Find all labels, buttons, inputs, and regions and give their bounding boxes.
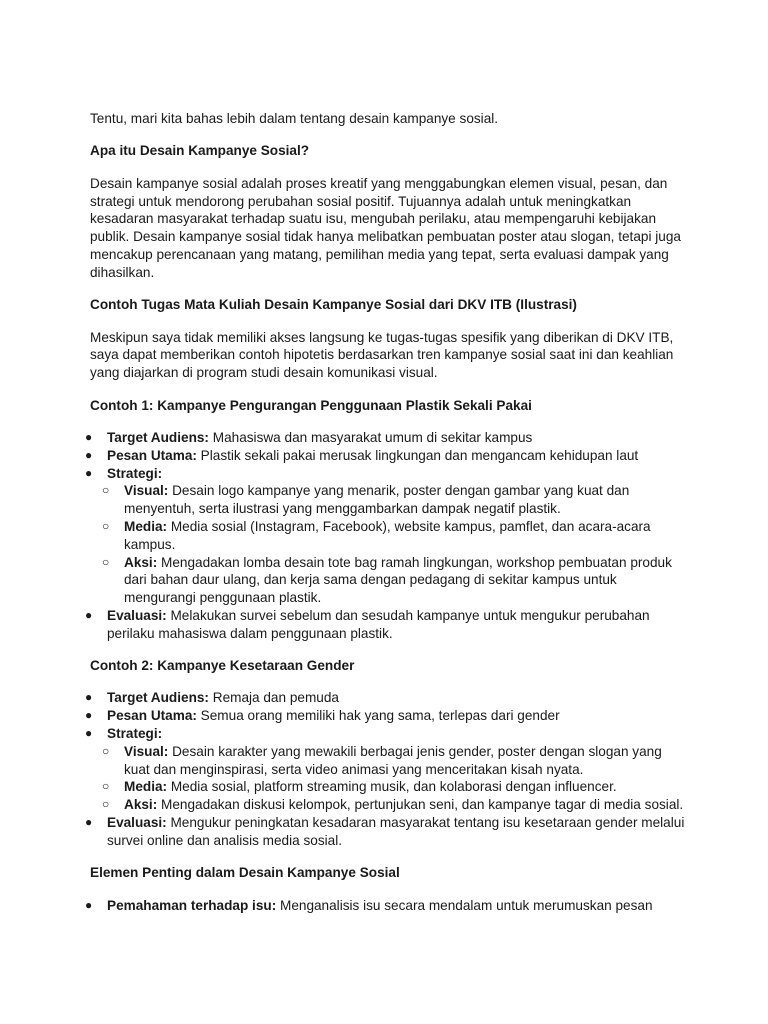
sublist-item (102, 554, 688, 607)
item-text: Mengadakan lomba desain tote bag ramah lingkungan, workshop pembuatan produk dari bahan daur ulang, dan kerja sama dengan pedagang di sekitar kampus untuk mengurangi penggunaan plastik. (124, 554, 672, 606)
section-body-examples: Meskipun saya tidak memiliki akses langsung ke tugas-tugas spesifik yang diberikan di DKV ITB, saya dapat memberikan contoh hipotetis berdasarkan tren kampanye sosial saat ini dan keahlian yang diajarkan di program studi desain komunikasi visual. (90, 329, 674, 381)
bullet-icon: ● (85, 465, 93, 480)
list-item (85, 707, 688, 725)
item-text: Semua orang memiliki hak yang sama, terlepas dari gender (196, 708, 560, 724)
item-text: Mahasiswa dan masyarakat umum di sekitar kampus (208, 429, 533, 445)
section-heading-what-is: Apa itu Desain Kampanye Sosial? (90, 143, 310, 159)
bullet-icon: ● (85, 429, 93, 444)
sublist-item (102, 796, 688, 814)
sublist-item (102, 482, 688, 518)
bullet-icon: ● (85, 690, 93, 705)
hollow-bullet-icon: ○ (102, 483, 110, 498)
sublist-item (102, 743, 688, 779)
list-item (85, 814, 688, 850)
item-label: Visual: (124, 743, 169, 759)
item-text: Remaja dan pemuda (208, 690, 339, 706)
bullet-icon: ● (85, 708, 93, 723)
item-label: Target Audiens: (107, 690, 209, 706)
list-item (85, 689, 688, 707)
bullet-icon: ● (85, 897, 93, 912)
item-label: Strategi: (107, 726, 163, 742)
item-text: Desain logo kampanye yang menarik, poster dengan gambar yang kuat dan menyentuh, serta ilustrasi yang menggambarkan dampak negatif plastik. (124, 483, 630, 517)
item-label: Media: (124, 518, 168, 534)
list-item (85, 465, 688, 607)
item-label: Evaluasi: (107, 815, 167, 831)
bullet-icon: ● (85, 726, 93, 741)
item-label: Pesan Utama: (107, 447, 197, 463)
list-item (85, 725, 688, 814)
hollow-bullet-icon: ○ (102, 743, 110, 758)
elements-list (85, 897, 688, 915)
item-text: Mengadakan diskusi kelompok, pertunjukan seni, dan kampanye tagar di media sosial. (157, 797, 684, 813)
list-item (85, 897, 688, 915)
section-body-what-is: Desain kampanye sosial adalah proses kreatif yang menggabungkan elemen visual, pesan, dan strategi untuk mendorong perubahan sosial positif. Tujuannya adalah untuk meningkatkan kesadaran masyarakat terhadap suatu isu, mengubah perilaku, atau mempengaruhi kebijakan publik. Desain kampanye sosial tidak hanya melibatkan pembuatan poster atau slogan, tetapi juga mencakup perencanaan yang matang, pemilihan media yang tepat, serta evaluasi dampak yang dihasilkan. (90, 175, 681, 280)
item-text: Mengukur peningkatan kesadaran masyarakat tentang isu kesetaraan gender melalui survei online dan analisis media sosial. (107, 815, 685, 848)
bullet-icon: ● (85, 447, 93, 462)
hollow-bullet-icon: ○ (102, 518, 110, 533)
strategy-sublist (102, 482, 688, 607)
item-label: Target Audiens: (107, 429, 209, 445)
section-heading-elements: Elemen Penting dalam Desain Kampanye Sosial (90, 865, 400, 881)
example1-heading: Contoh 1: Kampanye Pengurangan Penggunaan Plastik Sekali Pakai (90, 397, 532, 413)
item-text: Melakukan survei sebelum dan sesudah kampanye untuk mengukur perubahan perilaku mahasiswa dalam penggunaan plastik. (107, 607, 650, 641)
example1-list (85, 429, 688, 643)
item-label: Media: (124, 779, 168, 795)
intro-paragraph: Tentu, mari kita bahas lebih dalam tentang desain kampanye sosial. (90, 111, 499, 126)
bullet-icon: ● (85, 815, 93, 830)
item-label: Aksi: (124, 554, 158, 570)
sublist-item (102, 778, 688, 796)
item-label: Pesan Utama: (107, 708, 197, 724)
bullet-icon: ● (85, 607, 93, 622)
hollow-bullet-icon: ○ (102, 554, 110, 569)
list-item (85, 607, 688, 643)
item-text: Media sosial (Instagram, Facebook), website kampus, pamflet, dan acara-acara kampus. (124, 518, 651, 552)
item-label: Visual: (124, 483, 169, 499)
hollow-bullet-icon: ○ (102, 779, 110, 794)
list-item (85, 429, 688, 447)
strategy-sublist (102, 743, 688, 814)
example2-heading: Contoh 2: Kampanye Kesetaraan Gender (90, 658, 355, 674)
item-text: Menganalisis isu secara mendalam untuk merumuskan pesan (276, 897, 653, 913)
item-label: Strategi: (107, 465, 163, 481)
section-heading-examples: Contoh Tugas Mata Kuliah Desain Kampanye Sosial dari DKV ITB (Ilustrasi) (90, 297, 577, 313)
hollow-bullet-icon: ○ (102, 797, 110, 812)
item-label: Pemahaman terhadap isu: (107, 897, 277, 913)
list-item (85, 447, 688, 465)
item-text: Desain karakter yang mewakili berbagai jenis gender, poster dengan slogan yang kuat dan menginspirasi, serta video animasi yang menceritakan kisah nyata. (124, 743, 662, 777)
item-label: Evaluasi: (107, 607, 167, 623)
item-label: Aksi: (124, 797, 158, 813)
example2-list (85, 689, 688, 849)
item-text: Plastik sekali pakai merusak lingkungan dan mengancam kehidupan laut (196, 447, 639, 463)
item-text: Media sosial, platform streaming musik, dan kolaborasi dengan influencer. (167, 779, 617, 795)
sublist-item (102, 518, 688, 554)
